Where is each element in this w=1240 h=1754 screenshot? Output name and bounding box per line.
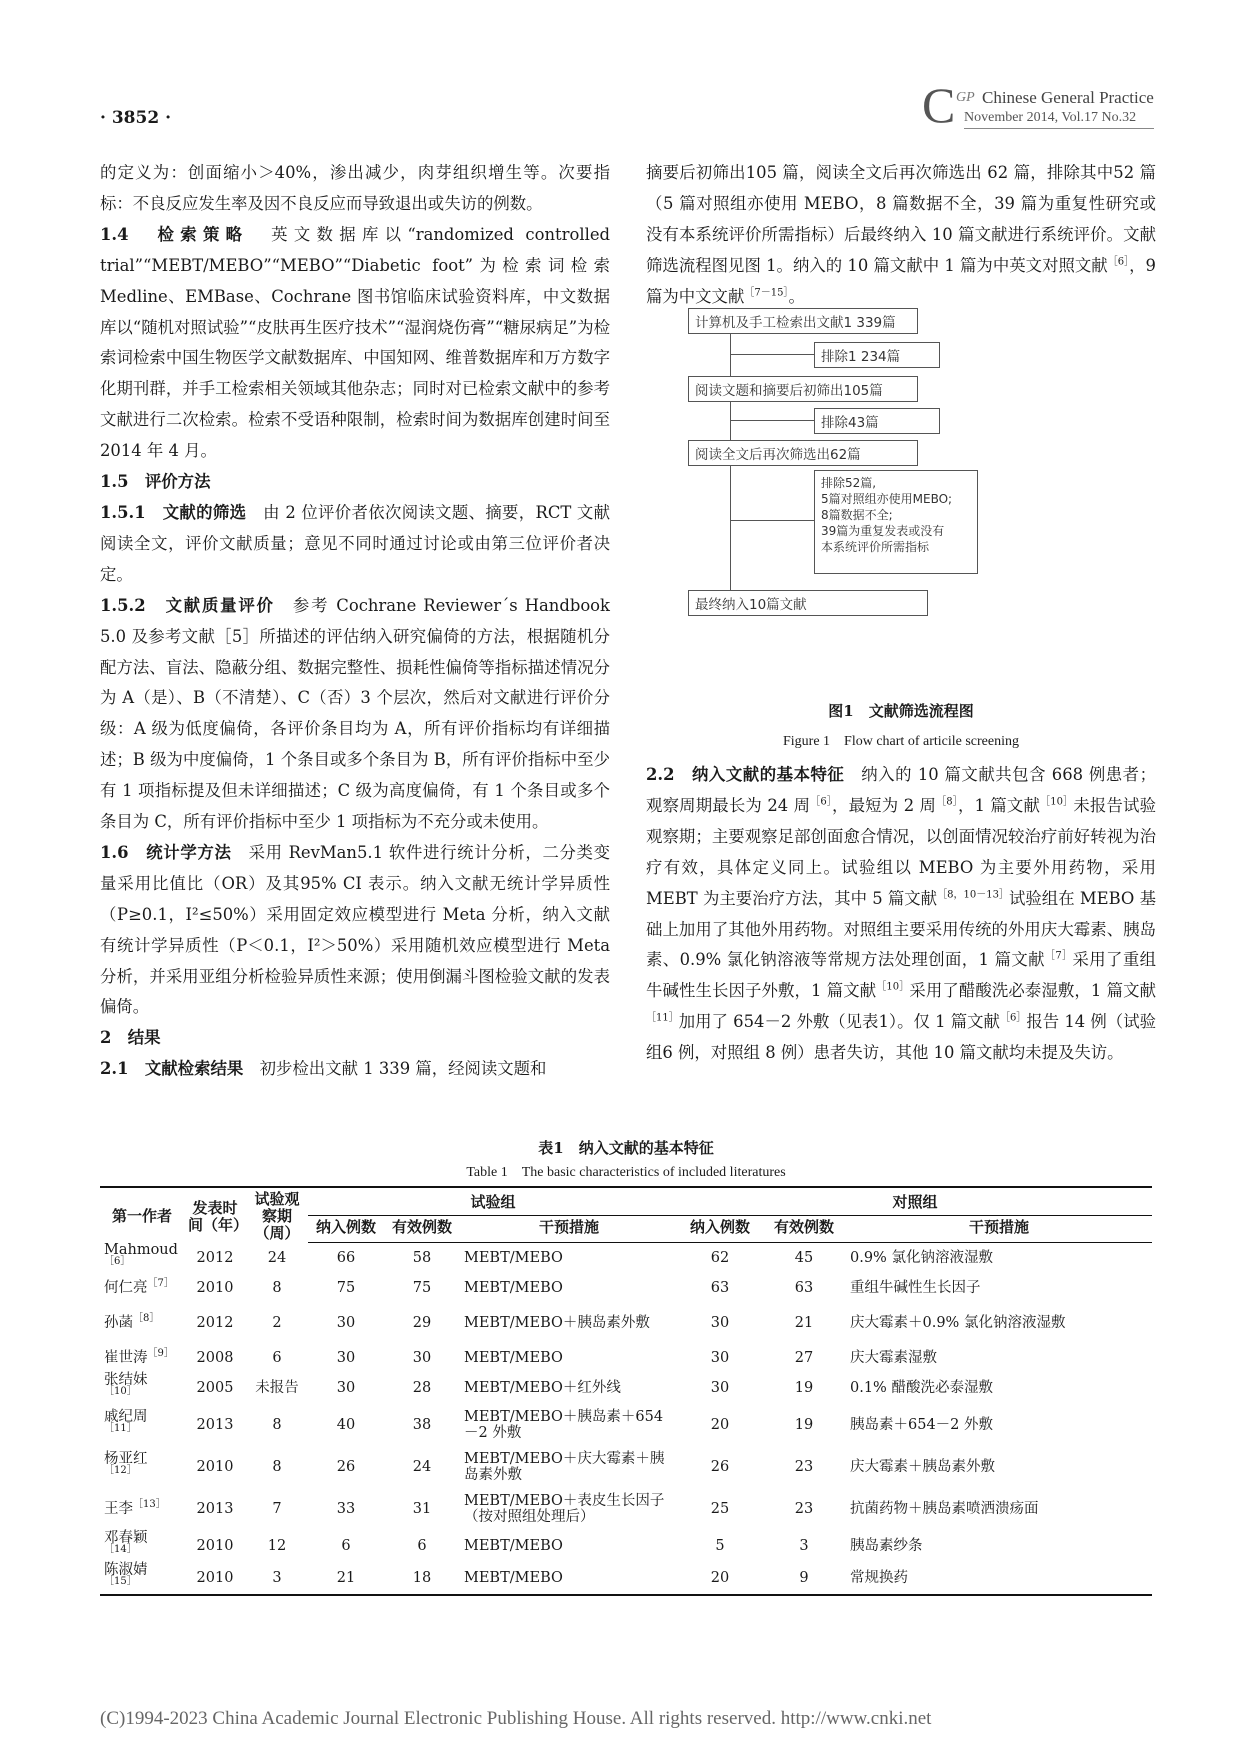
- section-heading: 1.5 评价方法: [100, 472, 211, 492]
- header-trial-group: 试验组: [308, 1187, 678, 1215]
- section-heading: 1.6 统计学方法: [100, 842, 232, 862]
- citation: ［7］: [1044, 950, 1073, 962]
- logo-letter: C: [922, 77, 956, 133]
- flow-box-retrieved: 计算机及手工检索出文献1 339篇: [688, 308, 918, 334]
- header-author: 第一作者: [100, 1187, 184, 1242]
- section-heading: 1.4 检索策略: [100, 224, 249, 244]
- figure-caption-en: Figure 1 Flow chart of articile screening: [783, 734, 1019, 749]
- citation: ［8］: [936, 796, 958, 808]
- flow-box-included: 最终纳入10篇文献: [688, 590, 928, 616]
- section-text: 初步检出文献 1 339 篇，经阅读文题和: [243, 1059, 547, 1079]
- journal-title: Chinese General Practice: [982, 88, 1154, 107]
- header-control-eff: 有效例数: [762, 1215, 846, 1242]
- header-trial-eff: 有效例数: [384, 1215, 460, 1242]
- citation: ［6］: [810, 796, 833, 808]
- header-year: 发表时间（年）: [184, 1187, 246, 1242]
- header-control-int: 干预措施: [846, 1215, 1152, 1242]
- header-period: 试验观察期（周）: [246, 1187, 308, 1242]
- section-1-5-1: [100, 498, 610, 591]
- table-header-row: [100, 1187, 1152, 1215]
- header-trial-int: 干预措施: [460, 1215, 678, 1242]
- figure-caption-cn: 图1 文献筛选流程图: [828, 702, 974, 720]
- header-rule: [964, 128, 1154, 129]
- flow-arrow: [730, 354, 814, 355]
- table-row: 邓春颖$^{[14]}$ 2010 12 6 6 MEBT/MEBO 5 3 胰岛素纱条: [104, 1530, 923, 1556]
- section-heading: 2.1 文献检索结果: [100, 1059, 244, 1079]
- table-row: 崔世涛$^{[9]}$ 2008 6 30 30 MEBT/MEBO 30 27 庆大霉素湿敷: [104, 1348, 937, 1366]
- section-1-5-2: [100, 591, 610, 838]
- section-1-6: [100, 838, 610, 1023]
- section-text: 采用 RevMan5.1 软件进行统计分析，二分类变量采用比值比（OR）及其95% CI 表示。纳入文献无统计学异质性（P≥0.1，I²≤50%）采用固定效应模型进行 Meta 分析，纳入文献有统计学异质性（P＜0.1，I²＞50%）采用随机效应模型进行 Meta 分析，并采用亚组分析检验异质性来源；使用倒漏斗图检验文献的发表偏倚。: [100, 842, 611, 1017]
- flow-box-excluded-3: 排除52篇, 5篇对照组亦使用MEBO; 8篇数据不全; 39篇为重复发表或没有 本系统评价所需指标: [814, 470, 978, 574]
- citation: ［11］: [646, 1012, 679, 1024]
- header-trial-n: 纳入例数: [308, 1215, 384, 1242]
- page-number: · 3852 ·: [100, 108, 171, 128]
- table-title-cn: 表1 纳入文献的基本特征: [538, 1139, 714, 1157]
- header-control-n: 纳入例数: [678, 1215, 762, 1242]
- table-row: 王李$^{[13]}$ 2013 7 33 31 MEBT/MEBO＋表皮生长因子（按对照组处理后） 25 23 抗菌药物＋胰岛素喷洒溃疡面: [104, 1493, 1039, 1525]
- section-heading: 1.5.2 文献质量评价: [100, 595, 275, 615]
- left-column: [100, 158, 610, 1085]
- citation: ［8，10－13］: [937, 889, 1009, 901]
- flow-arrow: [730, 420, 814, 421]
- flow-box-fulltext: 阅读全文后再次筛选出62篇: [688, 440, 918, 466]
- section-2-1: [100, 1054, 610, 1085]
- citation: ［10］: [1040, 796, 1074, 808]
- flow-box-excluded-1: 排除1 234篇: [814, 342, 940, 368]
- right-column-lower: [646, 760, 1156, 1069]
- citation: ［10］: [876, 981, 910, 993]
- right-column: [646, 158, 1156, 313]
- journal-issue: November 2014, Vol.17 No.32: [964, 110, 1137, 125]
- citation: ［6］: [999, 1012, 1027, 1024]
- table-row: 杨亚红$^{[12]}$ 2010 8 26 24 MEBT/MEBO＋庆大霉素＋胰岛素外敷 26 23 庆大霉素＋胰岛素外敷: [104, 1451, 995, 1483]
- flow-box-excluded-2: 排除43篇: [814, 408, 940, 434]
- flow-line: [730, 466, 731, 590]
- section-text: 参考 Cochrane Reviewer´s Handbook 5.0 及参考文献［5］所描述的评估纳入研究偏倚的方法，根据随机分配方法、盲法、隐蔽分组、数据完整性、损耗性偏倚等指标描述情况分为 A（是）、B（不清楚）、C（否）3 个层次，然后对文献进行评价分级：A 级为低度偏倚，各评价条目均为 A，所有评价指标均有详细描述；B 级为中度偏倚，1 个条目或多个条目为 B，所有评价指标中至少有 1 项指标提及但未详细描述；C 级为高度偏倚，有 1 个条目或多个条目为 C，所有评价指标中至少 1 项指标为不充分或未使用。: [100, 595, 610, 832]
- copyright-footer: (C)1994-2023 China Academic Journal Electronic Publishing House. All rights reserved. http://www.cnki.net: [100, 1708, 932, 1729]
- flow-arrow: [730, 520, 814, 521]
- table-row: 戚纪周$^{[11]}$ 2013 8 40 38 MEBT/MEBO＋胰岛素＋654－2 外敷 20 19 胰岛素＋654－2 外敷: [104, 1409, 994, 1441]
- section-heading: 2.2 纳入文献的基本特征: [646, 765, 845, 784]
- section-heading: 2 结果: [100, 1028, 161, 1048]
- section-2-2: 2.2 纳入文献的基本特征 纳入的 10 篇文献共包含 668 例患者；观察周期最长为 24 周$^{[6]}$，最短为 2 周$^{[8]}$，1 篇文献$^{[10]}$未报告试验观察期；主要观察足部创面愈合情况，以创面情况较治疗前好转视为治疗有效，具体定义同上。试验组以 MEBO 为主要外用药物，采用 MEBT 为主要治疗方法，其中 5 篇文献$^{[8,10-13]}$试验组在 MEBO 基础上加用了其他外用药物。对照组主要采用传统的外用庆大霉素、胰岛素、0.9% 氯化钠溶液等常规方法处理创面，1 篇文献$^{[7]}$采用了重组牛碱性生长因子外敷，1 篇文献$^{[10]}$采用了醋酸洗必泰湿敷，1 篇文献$^{[11]}$加用了 654－2 外敷（见表1）。仅 1 篇文献$^{[6]}$报告 14 例（试验组6 例，对照组 8 例）患者失访，其他 10 篇文献均未提及失访。: [646, 765, 1157, 1063]
- citation: ［7－15］: [744, 287, 789, 299]
- section-heading: 1.5.1 文献的筛选: [100, 502, 247, 522]
- flow-box-screened: 阅读文题和摘要后初筛出105篇: [688, 376, 918, 402]
- section-text: 由 2 位评价者依次阅读文题、摘要，RCT 文献阅读全文，评价文献质量；意见不同时通过讨论或由第三位评价者决定。: [100, 502, 610, 584]
- table-title-en: Table 1 The basic characteristics of included literatures: [466, 1165, 786, 1180]
- logo-mark: GP: [956, 90, 975, 105]
- journal-logo: [922, 77, 1154, 133]
- flowchart-figure: [695, 315, 1140, 698]
- table-row: 陈淑婧$^{[15]}$ 2010 3 21 18 MEBT/MEBO 20 9 常规换药: [100, 1562, 1152, 1595]
- paragraph: 摘要后初筛出105 篇，阅读全文后再次筛选出 62 篇，排除其中52 篇（5 篇对照组亦使用 MEBO，8 篇数据不全，39 篇为重复性研究或没有本系统评价所需指标）后最终纳入 10 篇文献进行系统评价。文献筛选流程图见图 1。纳入的 10 篇文献中 1 篇为中英文对照文献$^{[6]}$，9 篇为中文文献$^{[7-15]}$。: [646, 163, 1156, 306]
- section-1-4: [100, 220, 610, 467]
- header-control-group: 对照组: [678, 1187, 1152, 1215]
- section-text: 英文数据库以“randomized controlled trial”“MEBT/MEBO”“MEBO”“Diabetic foot”为检索词检索 Medline、EMBase、Cochrane 图书馆临床试验资料库，中文数据库以“随机对照试验”“皮肤再生医疗技术”“湿润烧伤膏”“糖尿病足”为检索词检索中国生物医学文献数据库、中国知网、维普数据库和万方数字化期刊群，并手工检索相关领域其他杂志；同时对已检索文献中的参考文献进行二次检索。检索不受语种限制，检索时间为数据库创建时间至 2014 年 4 月。: [100, 224, 611, 461]
- table-row: 孙菡$^{[8]}$ 2012 2 30 29 MEBT/MEBO＋胰岛素外敷 30 21 庆大霉素＋0.9% 氯化钠溶液湿敷: [104, 1313, 1066, 1331]
- characteristics-table: [100, 1186, 1152, 1596]
- table-row: Mahmoud$^{[6]}$ 2012 24 66 58 MEBT/MEBO 62 45 0.9% 氯化钠溶液湿敷: [104, 1242, 993, 1268]
- table-row: 何仁亮$^{[7]}$ 2010 8 75 75 MEBT/MEBO 63 63 重组牛碱性生长因子: [104, 1278, 981, 1296]
- paragraph: 的定义为：创面缩小＞40%，渗出减少，肉芽组织增生等。次要指标：不良反应发生率及因不良反应而导致退出或失访的例数。: [100, 163, 610, 213]
- table-row: 张结妹$^{[10]}$ 2005 未报告 30 28 MEBT/MEBO＋红外线 30 19 0.1% 醋酸洗必泰湿敷: [104, 1372, 993, 1398]
- citation: ［6］: [1107, 256, 1130, 268]
